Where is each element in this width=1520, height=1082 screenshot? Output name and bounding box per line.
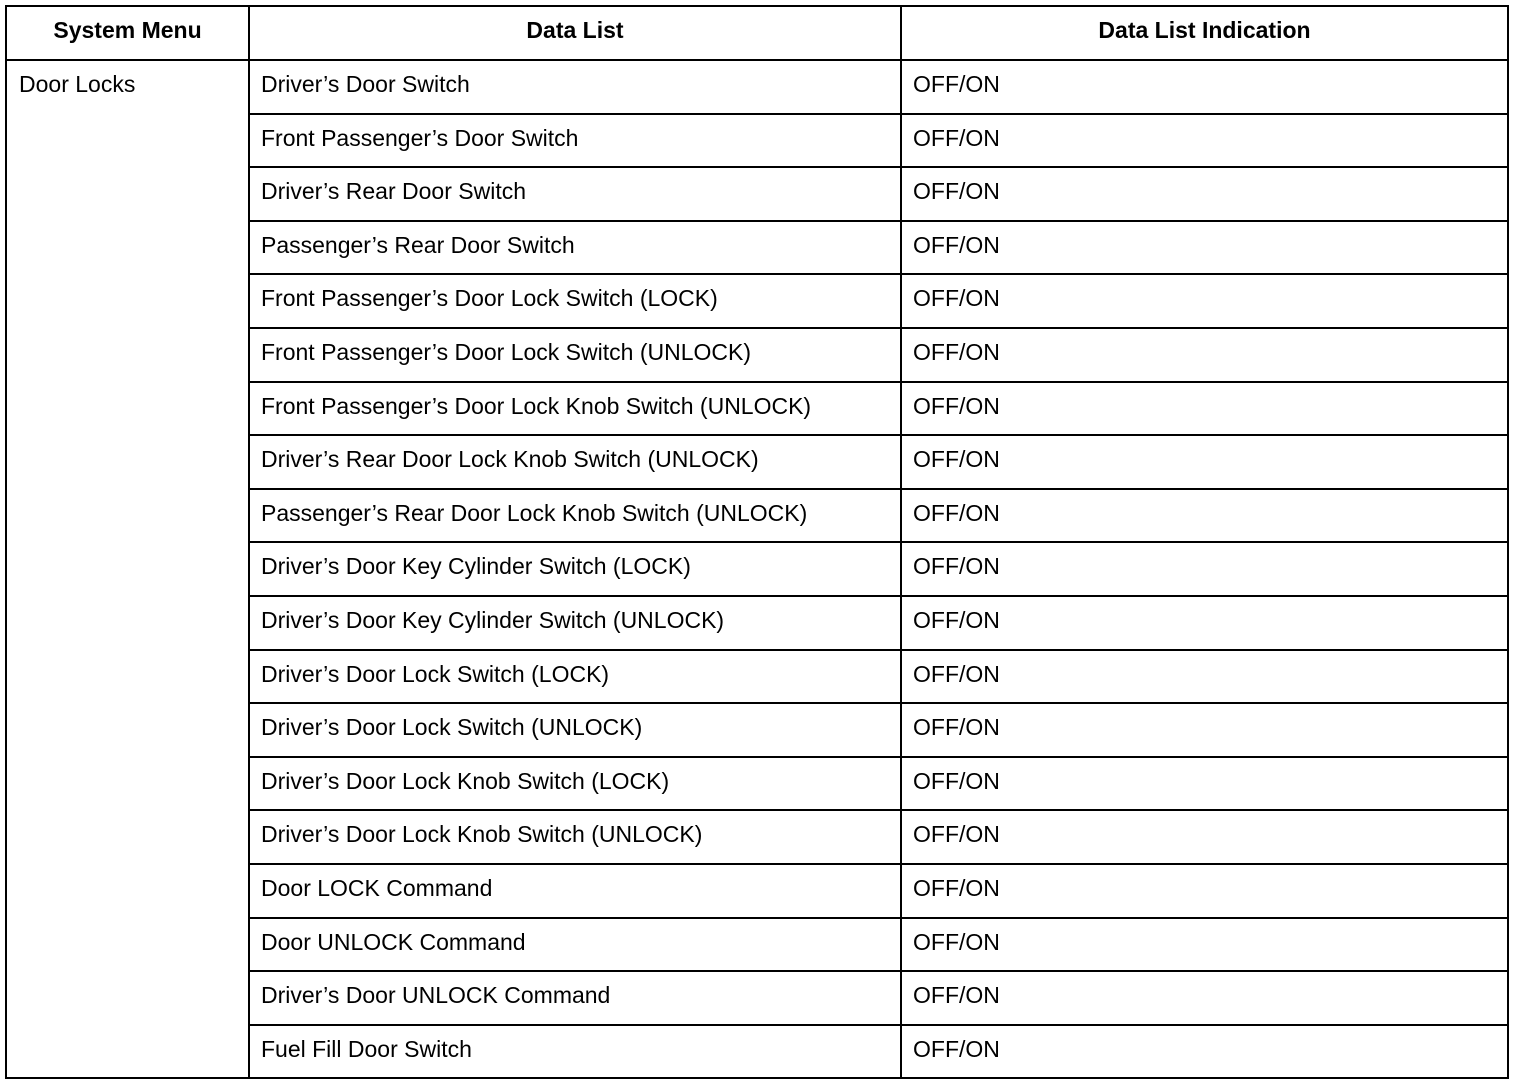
data-list-indication: OFF/ON [901,489,1508,543]
data-list-item: Front Passenger’s Door Switch [249,114,901,168]
data-list-item: Passenger’s Rear Door Lock Knob Switch (UNLOCK) [249,489,901,543]
data-list-indication: OFF/ON [901,382,1508,436]
data-list-item: Driver’s Door Lock Switch (UNLOCK) [249,703,901,757]
data-list-indication: OFF/ON [901,274,1508,328]
data-list-item: Door UNLOCK Command [249,918,901,972]
data-list-item: Driver’s Door Lock Switch (LOCK) [249,650,901,704]
data-list-indication: OFF/ON [901,60,1508,114]
table-body [6,60,1508,1078]
data-list-indication: OFF/ON [901,810,1508,864]
data-list-item: Front Passenger’s Door Lock Switch (UNLOCK) [249,328,901,382]
data-list-item: Driver’s Door Key Cylinder Switch (LOCK) [249,542,901,596]
data-list-indication: OFF/ON [901,703,1508,757]
header-row [6,6,1508,60]
data-list-item: Driver’s Door Key Cylinder Switch (UNLOCK) [249,596,901,650]
data-list-item: Driver’s Door Lock Knob Switch (LOCK) [249,757,901,811]
header-data-list: Data List [249,6,901,60]
data-list-indication: OFF/ON [901,114,1508,168]
data-list-item: Driver’s Door Switch [249,60,901,114]
header-data-list-indication: Data List Indication [901,6,1508,60]
data-list-item: Driver’s Door UNLOCK Command [249,971,901,1025]
data-list-item: Front Passenger’s Door Lock Switch (LOCK) [249,274,901,328]
data-list-item: Driver’s Rear Door Lock Knob Switch (UNLOCK) [249,435,901,489]
system-menu-cell: Door Locks [6,60,249,1078]
data-list-indication: OFF/ON [901,757,1508,811]
data-list-table [5,5,1509,1079]
data-list-indication: OFF/ON [901,971,1508,1025]
header-system-menu: System Menu [6,6,249,60]
data-list-indication: OFF/ON [901,596,1508,650]
data-list-indication: OFF/ON [901,864,1508,918]
data-list-item: Front Passenger’s Door Lock Knob Switch (UNLOCK) [249,382,901,436]
data-list-item: Driver’s Rear Door Switch [249,167,901,221]
data-list-indication: OFF/ON [901,221,1508,275]
data-list-indication: OFF/ON [901,435,1508,489]
table-row [6,60,1508,114]
data-list-indication: OFF/ON [901,918,1508,972]
data-list-indication: OFF/ON [901,650,1508,704]
data-list-indication: OFF/ON [901,328,1508,382]
data-list-item: Passenger’s Rear Door Switch [249,221,901,275]
data-list-item: Driver’s Door Lock Knob Switch (UNLOCK) [249,810,901,864]
data-list-indication: OFF/ON [901,1025,1508,1079]
data-list-item: Door LOCK Command [249,864,901,918]
data-list-item: Fuel Fill Door Switch [249,1025,901,1079]
data-list-indication: OFF/ON [901,542,1508,596]
data-list-indication: OFF/ON [901,167,1508,221]
